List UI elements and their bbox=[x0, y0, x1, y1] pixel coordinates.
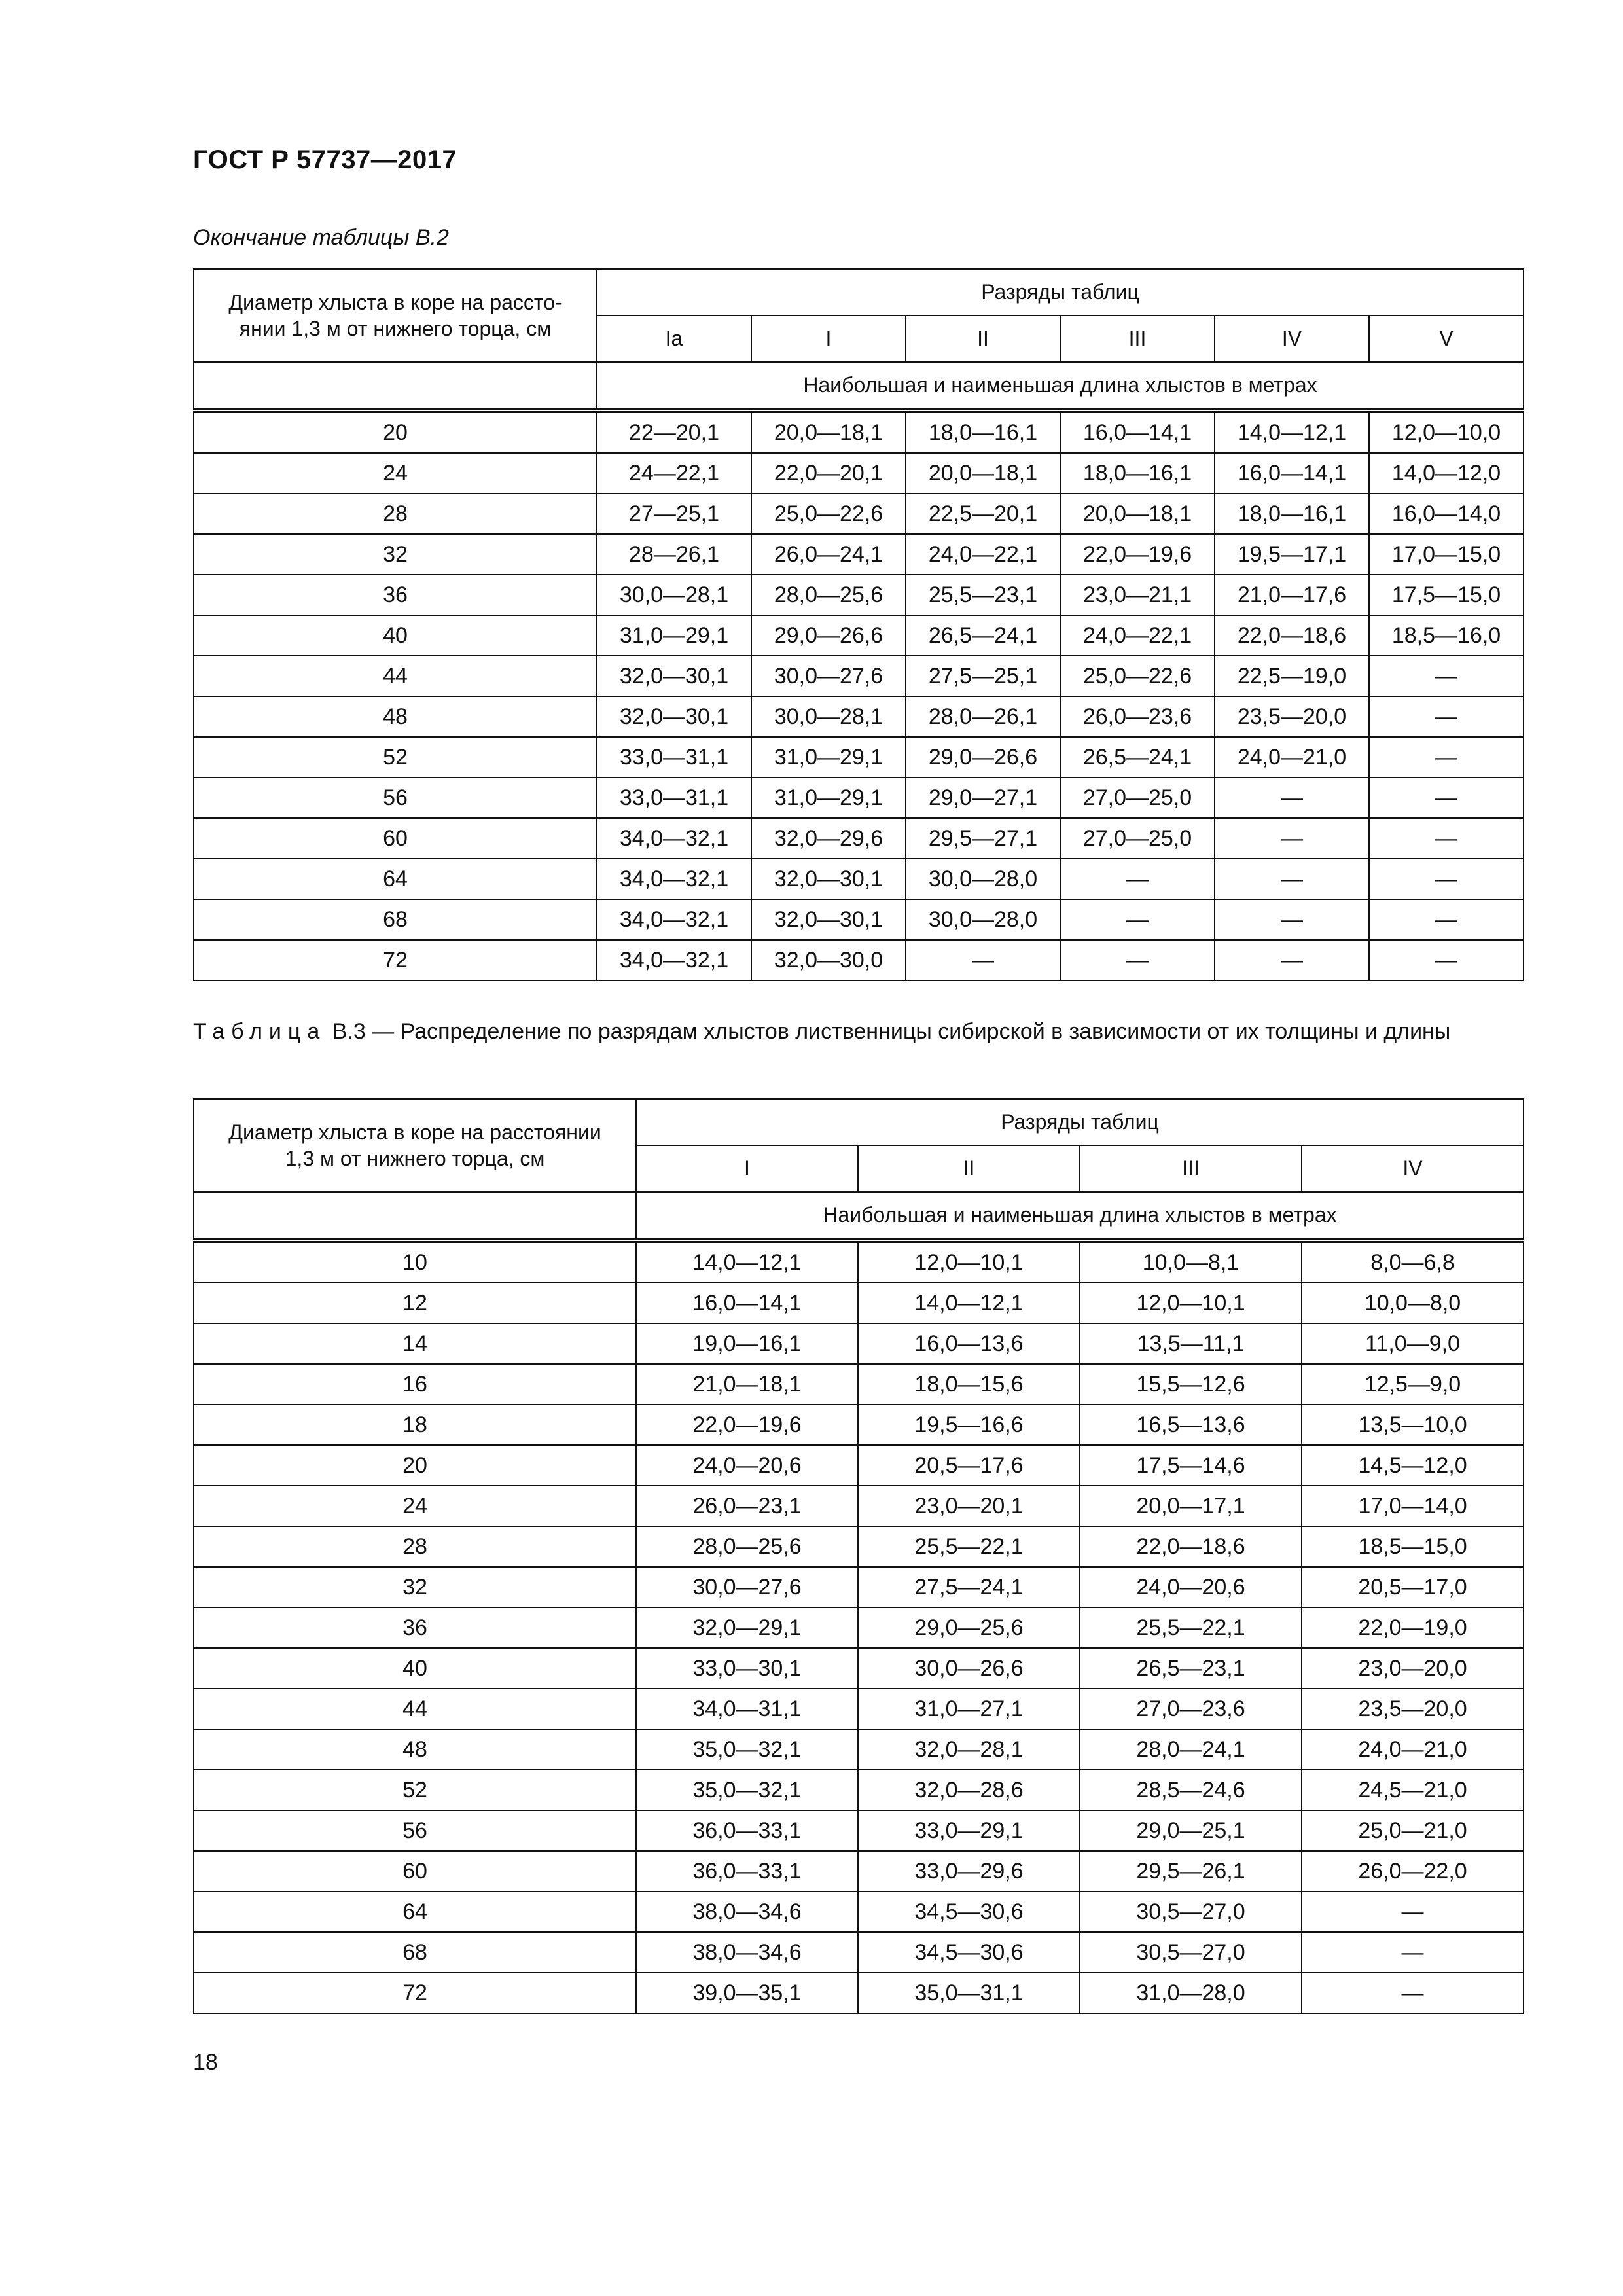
table-row bbox=[194, 859, 1524, 899]
length-range-cell: 22,0—19,0 bbox=[1302, 1607, 1524, 1648]
length-range-cell: 16,0—13,6 bbox=[858, 1323, 1080, 1364]
length-range-cell: 18,0—15,6 bbox=[858, 1364, 1080, 1405]
diameter-cell: 52 bbox=[194, 737, 597, 778]
table-row bbox=[194, 1648, 1524, 1689]
length-range-cell: 19,5—16,6 bbox=[858, 1405, 1080, 1445]
length-range-cell: 22,5—19,0 bbox=[1215, 656, 1369, 696]
length-range-cell: — bbox=[1215, 859, 1369, 899]
length-range-cell: 24,0—22,1 bbox=[1060, 615, 1215, 656]
length-range-cell: 24,5—21,0 bbox=[1302, 1770, 1524, 1810]
diameter-cell: 44 bbox=[194, 1689, 636, 1729]
table-row bbox=[194, 1851, 1524, 1892]
diameter-cell: 64 bbox=[194, 1892, 636, 1932]
table-row bbox=[194, 696, 1524, 737]
length-range-cell: — bbox=[1369, 656, 1524, 696]
length-range-cell: — bbox=[1060, 859, 1215, 899]
length-range-cell: 18,5—15,0 bbox=[1302, 1526, 1524, 1567]
length-range-cell: 30,0—28,1 bbox=[597, 575, 751, 615]
class-header-iv: IV bbox=[1215, 315, 1369, 362]
length-range-cell: 19,5—17,1 bbox=[1215, 534, 1369, 575]
class-header-iii: III bbox=[1080, 1145, 1302, 1192]
table-row bbox=[194, 656, 1524, 696]
length-range-cell: 36,0—33,1 bbox=[636, 1851, 858, 1892]
diameter-cell: 16 bbox=[194, 1364, 636, 1405]
length-range-cell: 30,0—28,0 bbox=[906, 899, 1060, 940]
diameter-cell: 40 bbox=[194, 1648, 636, 1689]
table-row bbox=[194, 818, 1524, 859]
length-range-cell: 30,0—27,6 bbox=[751, 656, 906, 696]
class-header-iii: III bbox=[1060, 315, 1215, 362]
table-row bbox=[194, 1810, 1524, 1851]
length-range-cell: 16,0—14,1 bbox=[636, 1283, 858, 1323]
length-range-cell: 34,0—32,1 bbox=[597, 940, 751, 980]
length-range-cell: 26,0—22,0 bbox=[1302, 1851, 1524, 1892]
length-range-cell: 33,0—29,6 bbox=[858, 1851, 1080, 1892]
length-range-cell: 17,5—14,6 bbox=[1080, 1445, 1302, 1486]
table-row bbox=[194, 1364, 1524, 1405]
table-b2 bbox=[193, 268, 1524, 981]
length-range-cell: 17,0—14,0 bbox=[1302, 1486, 1524, 1526]
length-range-cell: 35,0—31,1 bbox=[858, 1973, 1080, 2013]
length-range-cell: 13,5—11,1 bbox=[1080, 1323, 1302, 1364]
class-header-iv: IV bbox=[1302, 1145, 1524, 1192]
length-range-cell: 32,0—28,6 bbox=[858, 1770, 1080, 1810]
class-header-ii: II bbox=[858, 1145, 1080, 1192]
length-range-cell: 24,0—21,0 bbox=[1215, 737, 1369, 778]
length-range-cell: 29,0—26,6 bbox=[751, 615, 906, 656]
length-range-cell: 27,5—24,1 bbox=[858, 1567, 1080, 1607]
length-range-cell: 26,5—24,1 bbox=[1060, 737, 1215, 778]
length-range-cell: 16,0—14,1 bbox=[1215, 453, 1369, 493]
diameter-cell: 72 bbox=[194, 1973, 636, 2013]
length-range-cell: — bbox=[1302, 1973, 1524, 2013]
length-range-cell: 32,0—30,1 bbox=[751, 859, 906, 899]
length-range-cell: 18,5—16,0 bbox=[1369, 615, 1524, 656]
length-range-cell: 28,0—25,6 bbox=[636, 1526, 858, 1567]
diameter-header-cont bbox=[194, 362, 597, 410]
diameter-cell: 28 bbox=[194, 1526, 636, 1567]
length-range-cell: 35,0—32,1 bbox=[636, 1729, 858, 1770]
table-row bbox=[194, 534, 1524, 575]
class-header-ia: Ia bbox=[597, 315, 751, 362]
length-range-cell: 32,0—30,1 bbox=[751, 899, 906, 940]
length-range-cell: 31,0—27,1 bbox=[858, 1689, 1080, 1729]
diameter-cell: 36 bbox=[194, 575, 597, 615]
table-row bbox=[194, 1567, 1524, 1607]
table-row bbox=[194, 575, 1524, 615]
table-row bbox=[194, 1323, 1524, 1364]
length-range-cell: 36,0—33,1 bbox=[636, 1810, 858, 1851]
length-range-cell: — bbox=[1302, 1892, 1524, 1932]
diameter-cell: 24 bbox=[194, 1486, 636, 1526]
length-range-cell: 22—20,1 bbox=[597, 410, 751, 453]
length-range-cell: 27,0—25,0 bbox=[1060, 778, 1215, 818]
length-range-cell: 29,0—25,6 bbox=[858, 1607, 1080, 1648]
length-range-cell: — bbox=[1215, 940, 1369, 980]
length-range-cell: 38,0—34,6 bbox=[636, 1892, 858, 1932]
diameter-cell: 24 bbox=[194, 453, 597, 493]
length-range-cell: 18,0—16,1 bbox=[906, 410, 1060, 453]
diameter-cell: 14 bbox=[194, 1323, 636, 1364]
length-range-cell: 31,0—28,0 bbox=[1080, 1973, 1302, 2013]
length-range-cell: — bbox=[1369, 940, 1524, 980]
class-header-i: I bbox=[636, 1145, 858, 1192]
table-row bbox=[194, 1729, 1524, 1770]
diameter-header-cont bbox=[194, 1192, 636, 1240]
length-range-cell: 27—25,1 bbox=[597, 493, 751, 534]
length-range-cell: 20,0—18,1 bbox=[1060, 493, 1215, 534]
length-range-cell: 35,0—32,1 bbox=[636, 1770, 858, 1810]
length-range-cell: 17,5—15,0 bbox=[1369, 575, 1524, 615]
length-range-cell: 32,0—30,1 bbox=[597, 696, 751, 737]
length-range-cell: 31,0—29,1 bbox=[751, 778, 906, 818]
length-range-cell: 32,0—29,6 bbox=[751, 818, 906, 859]
length-range-cell: 19,0—16,1 bbox=[636, 1323, 858, 1364]
diameter-cell: 48 bbox=[194, 1729, 636, 1770]
diameter-cell: 52 bbox=[194, 1770, 636, 1810]
diameter-cell: 12 bbox=[194, 1283, 636, 1323]
length-range-cell: 32,0—30,0 bbox=[751, 940, 906, 980]
length-range-cell: 33,0—30,1 bbox=[636, 1648, 858, 1689]
length-range-cell: 22,0—19,6 bbox=[1060, 534, 1215, 575]
length-range-cell: 26,0—24,1 bbox=[751, 534, 906, 575]
length-range-cell: 23,5—20,0 bbox=[1302, 1689, 1524, 1729]
length-range-cell: 16,0—14,1 bbox=[1060, 410, 1215, 453]
length-range-cell: 29,0—25,1 bbox=[1080, 1810, 1302, 1851]
length-range-cell: 30,5—27,0 bbox=[1080, 1892, 1302, 1932]
length-range-cell: 25,0—22,6 bbox=[751, 493, 906, 534]
length-range-cell: 34,0—32,1 bbox=[597, 818, 751, 859]
length-range-cell: 26,5—23,1 bbox=[1080, 1648, 1302, 1689]
classes-group-header: Разряды таблиц bbox=[636, 1099, 1524, 1145]
length-range-cell: 20,0—18,1 bbox=[751, 410, 906, 453]
length-range-cell: 16,5—13,6 bbox=[1080, 1405, 1302, 1445]
table-row bbox=[194, 1405, 1524, 1445]
length-range-cell: — bbox=[1060, 940, 1215, 980]
diameter-header: Диаметр хлыста в коре на расстоянии 1,3 м от нижнего торца, см bbox=[194, 1099, 636, 1192]
length-range-cell: 14,0—12,1 bbox=[636, 1240, 858, 1283]
length-range-cell: 21,0—18,1 bbox=[636, 1364, 858, 1405]
length-range-cell: 28,0—24,1 bbox=[1080, 1729, 1302, 1770]
length-range-cell: — bbox=[906, 940, 1060, 980]
length-range-cell: — bbox=[1369, 818, 1524, 859]
length-range-cell: 32,0—28,1 bbox=[858, 1729, 1080, 1770]
length-range-cell: 30,0—28,1 bbox=[751, 696, 906, 737]
length-range-cell: 30,0—27,6 bbox=[636, 1567, 858, 1607]
length-range-cell: 34,5—30,6 bbox=[858, 1892, 1080, 1932]
length-range-cell: 28,0—26,1 bbox=[906, 696, 1060, 737]
length-range-cell: 29,5—26,1 bbox=[1080, 1851, 1302, 1892]
length-range-cell: 22,0—18,6 bbox=[1080, 1526, 1302, 1567]
diameter-cell: 68 bbox=[194, 1932, 636, 1973]
table-row bbox=[194, 1973, 1524, 2013]
diameter-cell: 28 bbox=[194, 493, 597, 534]
diameter-cell: 40 bbox=[194, 615, 597, 656]
length-range-cell: 20,0—17,1 bbox=[1080, 1486, 1302, 1526]
length-range-cell: 11,0—9,0 bbox=[1302, 1323, 1524, 1364]
length-range-cell: 12,0—10,1 bbox=[858, 1240, 1080, 1283]
diameter-cell: 20 bbox=[194, 410, 597, 453]
length-range-cell: 25,0—22,6 bbox=[1060, 656, 1215, 696]
length-range-cell: — bbox=[1369, 737, 1524, 778]
diameter-cell: 44 bbox=[194, 656, 597, 696]
length-range-cell: 12,0—10,1 bbox=[1080, 1283, 1302, 1323]
length-range-cell: 25,0—21,0 bbox=[1302, 1810, 1524, 1851]
length-range-cell: 24,0—20,6 bbox=[1080, 1567, 1302, 1607]
length-range-cell: 33,0—31,1 bbox=[597, 778, 751, 818]
table-row bbox=[194, 493, 1524, 534]
length-range-cell: 32,0—30,1 bbox=[597, 656, 751, 696]
length-range-cell: — bbox=[1215, 899, 1369, 940]
length-range-cell: 10,0—8,0 bbox=[1302, 1283, 1524, 1323]
diameter-cell: 68 bbox=[194, 899, 597, 940]
table-row bbox=[194, 1892, 1524, 1932]
class-header-ii: II bbox=[906, 315, 1060, 362]
length-range-cell: 31,0—29,1 bbox=[597, 615, 751, 656]
length-range-cell: 28,0—25,6 bbox=[751, 575, 906, 615]
length-range-cell: 28,5—24,6 bbox=[1080, 1770, 1302, 1810]
length-range-cell: 31,0—29,1 bbox=[751, 737, 906, 778]
diameter-cell: 10 bbox=[194, 1240, 636, 1283]
length-range-cell: 23,5—20,0 bbox=[1215, 696, 1369, 737]
length-range-cell: 18,0—16,1 bbox=[1215, 493, 1369, 534]
length-range-cell: — bbox=[1302, 1932, 1524, 1973]
diameter-cell: 64 bbox=[194, 859, 597, 899]
length-range-cell: — bbox=[1369, 778, 1524, 818]
length-range-cell: — bbox=[1060, 899, 1215, 940]
length-range-cell: 34,0—31,1 bbox=[636, 1689, 858, 1729]
length-range-cell: 39,0—35,1 bbox=[636, 1973, 858, 2013]
length-range-cell: 12,5—9,0 bbox=[1302, 1364, 1524, 1405]
class-header-i: I bbox=[751, 315, 906, 362]
length-range-cell: 26,5—24,1 bbox=[906, 615, 1060, 656]
length-range-cell: 27,5—25,1 bbox=[906, 656, 1060, 696]
length-range-cell: 14,0—12,0 bbox=[1369, 453, 1524, 493]
length-range-cell: 30,0—26,6 bbox=[858, 1648, 1080, 1689]
class-header-v: V bbox=[1369, 315, 1524, 362]
length-range-cell: 18,0—16,1 bbox=[1060, 453, 1215, 493]
length-range-cell: 20,0—18,1 bbox=[906, 453, 1060, 493]
length-range-cell: 28—26,1 bbox=[597, 534, 751, 575]
length-range-cell: 29,0—27,1 bbox=[906, 778, 1060, 818]
length-range-cell: 38,0—34,6 bbox=[636, 1932, 858, 1973]
length-range-cell: 27,0—25,0 bbox=[1060, 818, 1215, 859]
length-range-cell: 22,0—18,6 bbox=[1215, 615, 1369, 656]
page-number: 18 bbox=[193, 2050, 218, 2075]
diameter-cell: 56 bbox=[194, 778, 597, 818]
table-row bbox=[194, 1486, 1524, 1526]
table-row bbox=[194, 1283, 1524, 1323]
length-range-cell: — bbox=[1369, 696, 1524, 737]
table-row bbox=[194, 737, 1524, 778]
table-b3-caption-label: Таблица bbox=[193, 1019, 327, 1044]
diameter-cell: 60 bbox=[194, 1851, 636, 1892]
diameter-cell: 36 bbox=[194, 1607, 636, 1648]
classes-group-header: Разряды таблиц bbox=[597, 269, 1524, 315]
length-range-cell: 25,5—22,1 bbox=[1080, 1607, 1302, 1648]
length-range-cell: — bbox=[1215, 818, 1369, 859]
table-b3-caption-text: В.3 — Распределение по разрядам хлыстов лиственницы сибирской в зависимости от их толщины и длины bbox=[326, 1019, 1451, 1044]
diameter-cell: 18 bbox=[194, 1405, 636, 1445]
diameter-cell: 32 bbox=[194, 1567, 636, 1607]
length-range-cell: 17,0—15,0 bbox=[1369, 534, 1524, 575]
length-range-cell: 14,0—12,1 bbox=[1215, 410, 1369, 453]
table-b3-caption bbox=[193, 1016, 1523, 1047]
length-range-cell: 23,0—20,0 bbox=[1302, 1648, 1524, 1689]
table-row bbox=[194, 1240, 1524, 1283]
table-row bbox=[194, 1526, 1524, 1567]
length-range-cell: 32,0—29,1 bbox=[636, 1607, 858, 1648]
length-range-cell: 12,0—10,0 bbox=[1369, 410, 1524, 453]
length-range-cell: 30,0—28,0 bbox=[906, 859, 1060, 899]
table-row bbox=[194, 778, 1524, 818]
table-b3 bbox=[193, 1098, 1524, 2014]
length-range-cell: 29,0—26,6 bbox=[906, 737, 1060, 778]
length-range-cell: 25,5—23,1 bbox=[906, 575, 1060, 615]
length-range-cell: 20,5—17,0 bbox=[1302, 1567, 1524, 1607]
length-range-cell: 14,0—12,1 bbox=[858, 1283, 1080, 1323]
table-row bbox=[194, 1932, 1524, 1973]
diameter-header: Диаметр хлыста в коре на рассто- янии 1,3 м от нижнего торца, см bbox=[194, 269, 597, 362]
length-range-cell: 22,0—20,1 bbox=[751, 453, 906, 493]
length-range-cell: 15,5—12,6 bbox=[1080, 1364, 1302, 1405]
table-row bbox=[194, 1689, 1524, 1729]
document-code: ГОСТ Р 57737—2017 bbox=[193, 145, 457, 174]
length-range-cell: 30,5—27,0 bbox=[1080, 1932, 1302, 1973]
length-range-cell: 14,5—12,0 bbox=[1302, 1445, 1524, 1486]
length-range-cell: 8,0—6,8 bbox=[1302, 1240, 1524, 1283]
length-range-cell: 24—22,1 bbox=[597, 453, 751, 493]
diameter-cell: 20 bbox=[194, 1445, 636, 1486]
table-row bbox=[194, 940, 1524, 980]
diameter-cell: 60 bbox=[194, 818, 597, 859]
length-range-cell: — bbox=[1369, 899, 1524, 940]
diameter-cell: 56 bbox=[194, 1810, 636, 1851]
length-range-cell: 34,0—32,1 bbox=[597, 899, 751, 940]
length-range-cell: 23,0—21,1 bbox=[1060, 575, 1215, 615]
length-range-cell: 34,5—30,6 bbox=[858, 1932, 1080, 1973]
table-row bbox=[194, 1607, 1524, 1648]
length-range-cell: 24,0—20,6 bbox=[636, 1445, 858, 1486]
diameter-cell: 32 bbox=[194, 534, 597, 575]
length-range-cell: 10,0—8,1 bbox=[1080, 1240, 1302, 1283]
table-row bbox=[194, 615, 1524, 656]
length-range-cell: 33,0—31,1 bbox=[597, 737, 751, 778]
table-row bbox=[194, 410, 1524, 453]
length-range-cell: 24,0—22,1 bbox=[906, 534, 1060, 575]
table-row bbox=[194, 1770, 1524, 1810]
length-range-cell: 29,5—27,1 bbox=[906, 818, 1060, 859]
length-range-cell: 16,0—14,0 bbox=[1369, 493, 1524, 534]
length-range-cell: 24,0—21,0 bbox=[1302, 1729, 1524, 1770]
diameter-cell: 48 bbox=[194, 696, 597, 737]
length-range-cell: 23,0—20,1 bbox=[858, 1486, 1080, 1526]
length-range-cell: 22,0—19,6 bbox=[636, 1405, 858, 1445]
length-range-cell: 20,5—17,6 bbox=[858, 1445, 1080, 1486]
table-b2-continuation-caption: Окончание таблицы В.2 bbox=[193, 225, 449, 250]
length-range-cell: 26,0—23,1 bbox=[636, 1486, 858, 1526]
length-range-cell: 21,0—17,6 bbox=[1215, 575, 1369, 615]
length-range-cell: 22,5—20,1 bbox=[906, 493, 1060, 534]
length-range-cell: 13,5—10,0 bbox=[1302, 1405, 1524, 1445]
length-subheader: Наибольшая и наименьшая длина хлыстов в метрах bbox=[636, 1192, 1524, 1240]
length-range-cell: — bbox=[1215, 778, 1369, 818]
length-range-cell: 26,0—23,6 bbox=[1060, 696, 1215, 737]
length-range-cell: — bbox=[1369, 859, 1524, 899]
length-subheader: Наибольшая и наименьшая длина хлыстов в метрах bbox=[597, 362, 1524, 410]
length-range-cell: 33,0—29,1 bbox=[858, 1810, 1080, 1851]
length-range-cell: 34,0—32,1 bbox=[597, 859, 751, 899]
table-row bbox=[194, 899, 1524, 940]
diameter-cell: 72 bbox=[194, 940, 597, 980]
length-range-cell: 25,5—22,1 bbox=[858, 1526, 1080, 1567]
table-row bbox=[194, 453, 1524, 493]
length-range-cell: 27,0—23,6 bbox=[1080, 1689, 1302, 1729]
table-row bbox=[194, 1445, 1524, 1486]
